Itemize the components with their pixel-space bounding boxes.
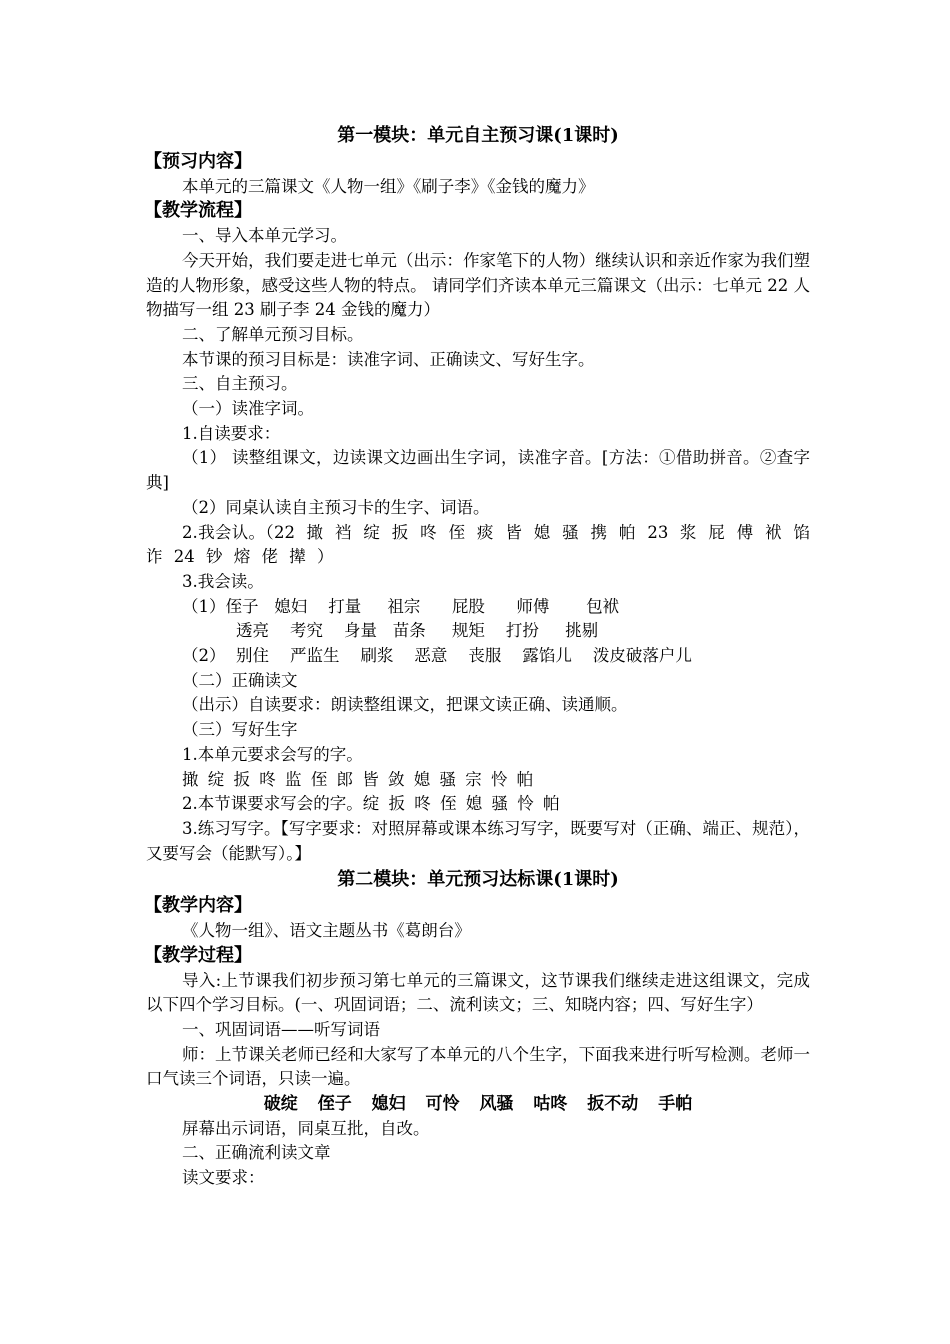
sub-read-text: （二）正确读文 [182, 670, 298, 690]
part-2-heading: 二、正确流利读文章 [182, 1143, 331, 1163]
lead-paragraph: 导入:上节课我们初步预习第七单元的三篇课文，这节课我们继续走进这组课文，完成以下四个学习目标。(一、巩固词语；二、流利读文；三、知晓内容；四、写好生字） [146, 970, 810, 1015]
write-practice: 3.练习写字。【写字要求：对照屏幕或课本练习写字，既要写对（正确、端正、规范），又要写会（能默写）。】 [146, 818, 810, 863]
dictation-words: 破绽 侄子 媳妇 可怜 风骚 咕咚 扳不动 手帕 [263, 1094, 693, 1115]
step-goal: 二、了解单元预习目标。 [182, 324, 364, 344]
requirement-2: （2）同桌认读自主预习卡的生字、词语。 [182, 497, 490, 517]
write-title-1: 1.本单元要求会写的字。 [182, 744, 363, 764]
intro-paragraph: 今天开始，我们要走进七单元（出示：作家笔下的人物）继续认识和亲近作家为我们塑造的人物形象，感受这些人物的特点。 请同学们齐读本单元三篇课文（出示：七单元 22 人物描写一组 23 刷子李 24 金钱的魔力） [146, 250, 810, 320]
recognize-chars: 2.我会认。（22 撖 裆 绽 扳 咚 侄 痰 皆 媳 骚 携 帕 23 浆 屁 傅 袱 馅 诈 24 钞 熔 佬 撵 ） [146, 522, 810, 567]
write-chars-list: 撖 绽 扳 咚 监 侄 郎 皆 敛 媳 骚 宗 怜 帕 [182, 769, 534, 789]
flow-heading: 【教学流程】 [144, 200, 252, 222]
part-1-heading: 一、巩固词语——听写词语 [182, 1019, 380, 1039]
read-words-1b: 透亮 考究 身量 苗条 规矩 打扮 挑剔 [236, 621, 599, 641]
read-text-requirement: （出示）自读要求：朗读整组课文，把课文读正确、读通顺。 [182, 695, 628, 715]
read-title: 3.我会读。 [182, 571, 264, 591]
content-heading: 【教学内容】 [144, 895, 252, 917]
step-import: 一、导入本单元学习。 [182, 226, 347, 246]
requirement-1: （1） 读整组课文，边读课文边画出生字词，读准字音。[方法：①借助拼音。②查字典] [146, 448, 810, 493]
preview-heading: 【预习内容】 [144, 151, 252, 172]
read-words-2: （2） 别住 严监生 刷浆 恶意 丧服 露馅儿 泼皮破落户儿 [182, 646, 692, 666]
sub-write-chars: （三）写好生字 [182, 720, 298, 740]
goal-text: 本节课的预习目标是：读准字词、正确读文、写好生字。 [182, 349, 595, 369]
process-heading: 【教学过程】 [144, 944, 252, 966]
content-text: 《人物一组》、语文主题丛书《葛朗台》 [182, 921, 471, 941]
step-self-preview: 三、自主预习。 [182, 374, 298, 394]
part-2-requirement: 读文要求： [182, 1168, 265, 1188]
self-read-title: 1.自读要求： [182, 423, 281, 443]
module1-title: 第一模块：单元自主预习课(1课时) [337, 125, 619, 146]
part-1-check: 屏幕出示词语，同桌互批，自改。 [182, 1118, 430, 1138]
module2-title: 第二模块：单元预习达标课(1课时) [337, 869, 619, 891]
preview-text: 本单元的三篇课文《人物一组》《刷子李》《金钱的魔力》 [182, 176, 595, 196]
part-1-text: 师：上节课关老师已经和大家写了本单元的八个生字，下面我来进行听写检测。老师一口气读三个词语，只读一遍。 [146, 1044, 810, 1089]
sub-read-words: （一）读准字词。 [182, 399, 314, 419]
write-title-2: 2.本节课要求写会的字。绽 扳 咚 侄 媳 骚 怜 帕 [182, 794, 560, 814]
read-words-1a: （1）侄子 媳妇 打量 祖宗 屁股 师傅 包袱 [182, 596, 620, 616]
document-page [146, 122, 810, 1191]
